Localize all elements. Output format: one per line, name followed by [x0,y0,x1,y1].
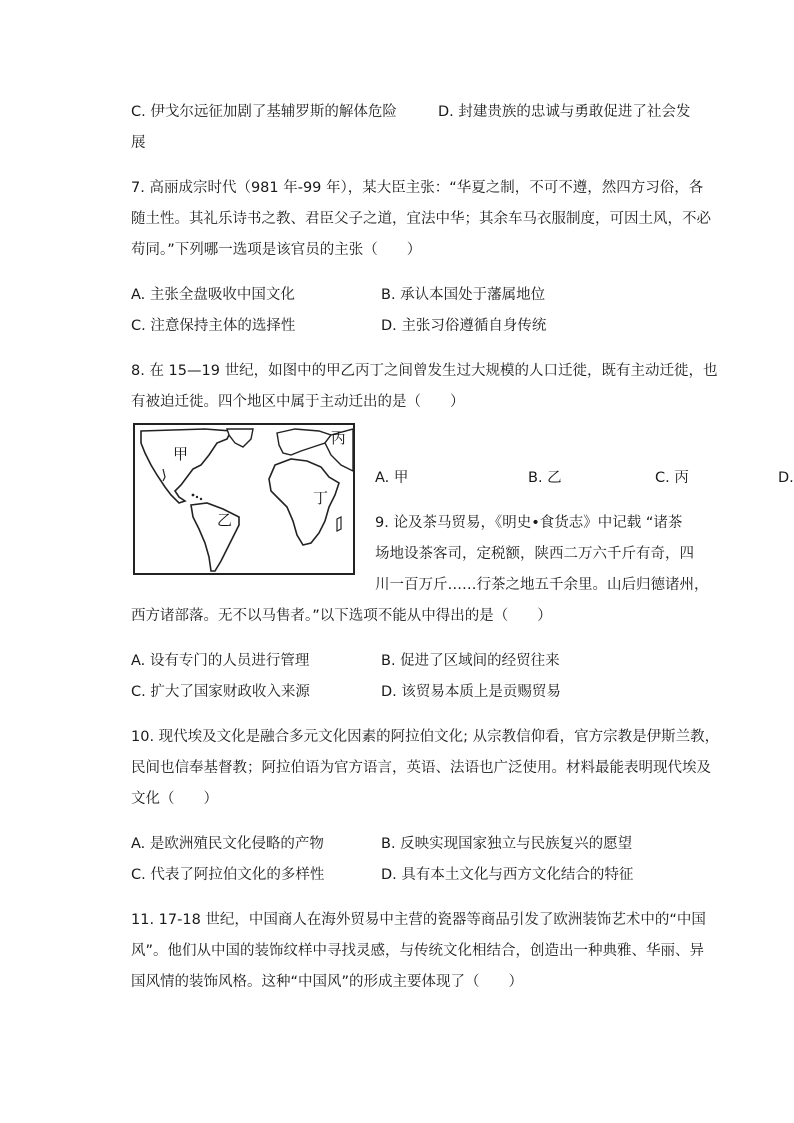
africa-shape [269,459,339,545]
map-label-yi: 乙 [217,511,233,529]
world-map-svg [135,425,353,573]
q8-option-a: A. 甲 [375,470,409,486]
q11-stem-line3: 国风情的装饰风格。这种“中国风”的形成主要体现了（ ） [131,974,524,990]
q8-stem-line2: 有被迫迁徙。四个地区中属于主动迁出的是（ ） [131,394,465,410]
q7-option-a: A. 主张全盘吸收中国文化 [131,287,295,303]
q10-stem-line1: 10. 现代埃及文化是融合多元文化因素的阿拉伯文化; 从宗教信仰看，官方宗教是伊斯兰教， [131,729,720,745]
q7-option-d: D. 主张习俗遵循自身传统 [381,318,547,334]
q10-option-c: C. 代表了阿拉伯文化的多样性 [131,867,325,883]
europe-shape [277,429,331,455]
q7-stem-line2: 随土性。其礼乐诗书之教、君臣父子之道，宜法中华；其余车马衣服制度，可因土风，不必 [131,211,711,227]
q6-option-d-continued: 展 [131,135,146,151]
q9-stem-line3: 川一百万斤……行茶之地五千余里。山后归德诸州， [375,577,709,593]
q7-stem-line3: 苟同。”下列哪一选项是该官员的主张（ ） [131,242,422,258]
q9-stem-line1: 9. 论及茶马贸易，《明史•食货志》中记载 “诸茶 [375,515,683,531]
q9-option-c: C. 扩大了国家财政收入来源 [131,684,310,700]
q11-stem-line1: 11. 17-18 世纪，中国商人在海外贸易中主营的瓷器等商品引发了欧洲装饰艺术中的“中国 [131,912,706,928]
map-label-ding: 丁 [313,489,329,507]
q9-option-b: B. 促进了区域间的经贸往来 [381,653,560,669]
q10-stem-line3: 文化（ ） [131,791,218,807]
q10-option-b: B. 反映实现国家独立与民族复兴的愿望 [381,836,633,852]
q10-option-d: D. 具有本土文化与西方文化结合的特征 [381,867,634,883]
caribbean-island [200,498,202,500]
q6-option-d: D. 封建贵族的忠诚与勇敢促进了社会发 [438,104,691,120]
q6-option-c: C. 伊戈尔远征加剧了基辅罗斯的解体危险 [131,104,397,120]
q8-option-c: C. 丙 [655,470,689,486]
q11-stem-line2: 风”。他们从中国的装饰纹样中寻找灵感，与传统文化相结合，创造出一种典雅、华丽、异 [131,943,705,959]
map-label-jia: 甲 [173,445,189,463]
world-map-figure [133,423,355,575]
caribbean-island [196,496,198,498]
q10-option-a: A. 是欧洲殖民文化侵略的产物 [131,836,324,852]
greenland-shape [227,429,253,447]
q8-option-b: B. 乙 [528,470,562,486]
north-america-shape [141,429,231,503]
q7-option-b: B. 承认本国处于藩属地位 [381,287,546,303]
q9-stem-line4: 西方诸部落。无不以马售者。”以下选项不能从中得出的是（ ） [131,608,552,624]
caribbean-island [192,494,195,497]
q7-stem-line1: 7. 高丽成宗时代（981 年-99 年），某大臣主张：“华夏之制，不可不遵，然四方习俗，各 [131,180,704,196]
q9-option-a: A. 设有专门的人员进行管理 [131,653,310,669]
q8-stem-line1: 8. 在 15—19 世纪，如图中的甲乙丙丁之间曾发生过大规模的人口迁徙，既有主动迁徙，也 [131,363,718,379]
q9-option-d: D. 该贸易本质上是贡赐贸易 [381,684,561,700]
q9-stem-line2: 场地设茶客司，定税额，陕西二万六千斤有奇，四 [375,546,694,562]
q7-option-c: C. 注意保持主体的选择性 [131,318,296,334]
q8-option-d: D. [778,470,794,486]
map-label-bing: 丙 [331,429,347,447]
madagascar-shape [337,517,341,531]
q10-stem-line2: 民间也信奉基督教；阿拉伯语为官方语言，英语、法语也广泛使用。材料最能表明现代埃及 [131,760,711,776]
